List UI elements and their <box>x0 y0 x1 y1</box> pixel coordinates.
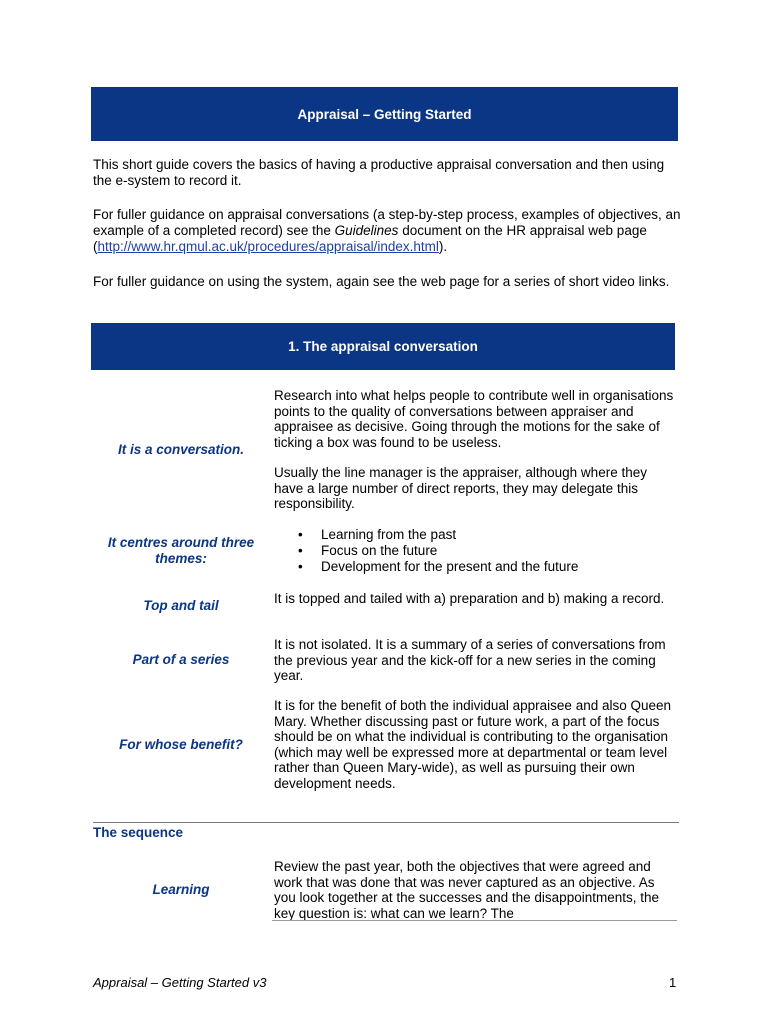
conversation-text: Research into what helps people to contribute well in organisations points to the quality of conversations between appraiser and appraisee as decisive. Going through the motions for the sake of ticking a box was found to be useless. <box>274 388 674 450</box>
page-title: Appraisal – Getting Started <box>297 106 472 122</box>
learning-label: Learning <box>152 882 210 897</box>
top-tail-text: It is topped and tailed with a) preparation and b) making a record. <box>274 591 665 606</box>
guidelines-term: Guidelines <box>334 223 399 238</box>
list-item: • Development for the present and the future <box>274 559 578 575</box>
hr-appraisal-link[interactable]: http://www.hr.qmul.ac.uk/procedures/appraisal/index.html <box>97 239 439 254</box>
conversation-label: It is a conversation. <box>117 442 245 457</box>
themes-list <box>274 527 578 575</box>
guidance-paragraph <box>93 207 683 255</box>
benefit-label: For whose benefit? <box>119 737 243 752</box>
learning-text: Review the past year, both the objectives that were agreed and work that was done that was never captured as an objective. As you look together at the successes and the disappointments, the key question is: what can we learn? The <box>274 859 659 921</box>
footer-doc-name: Appraisal – Getting Started v3 <box>93 975 267 990</box>
line-manager-text: Usually the line manager is the appraiser, although where they have a large number of direct reports, they may delegate this responsibility. <box>274 465 647 511</box>
themes-label: It centres around three themes: <box>107 535 255 566</box>
intro-paragraph: This short guide covers the basics of having a productive appraisal conversation and then using the e-system to record it. <box>93 157 665 188</box>
guidance-text-pre: For fuller guidance on appraisal conversations (a step-by-step process, examples of objectives, an example of a completed record) see the <box>93 207 681 238</box>
title-banner <box>91 87 678 141</box>
system-guidance-paragraph: For fuller guidance on using the system, again see the web page for a series of short video links. <box>93 274 670 289</box>
guidance-text-post: ). <box>438 239 448 254</box>
section-title: 1. The appraisal conversation <box>288 339 478 354</box>
page-number: 1 <box>669 975 677 990</box>
series-text: It is not isolated. It is a summary of a series of conversations from the previous year and the kick-off for a new series in the coming year. <box>274 637 666 683</box>
section-divider <box>93 822 679 823</box>
guidance-text-mid: document on the HR appraisal web page ( <box>93 223 647 254</box>
section-banner <box>91 323 675 370</box>
top-tail-label: Top and tail <box>143 598 219 613</box>
sequence-heading: The sequence <box>93 825 184 840</box>
list-item: • Learning from the past <box>274 527 578 543</box>
series-label: Part of a series <box>132 652 230 667</box>
table-bottom-rule <box>272 920 677 921</box>
benefit-text: It is for the benefit of both the individual appraisee and also Queen Mary. Whether discussing past or future work, a part of the focus should be on what the individual is contributing to the organisation (which may well be expressed more at departmental or team level rather than Queen Mary-wide), as well as pursuing their own development needs. <box>274 698 672 791</box>
list-item: • Focus on the future <box>274 543 578 559</box>
